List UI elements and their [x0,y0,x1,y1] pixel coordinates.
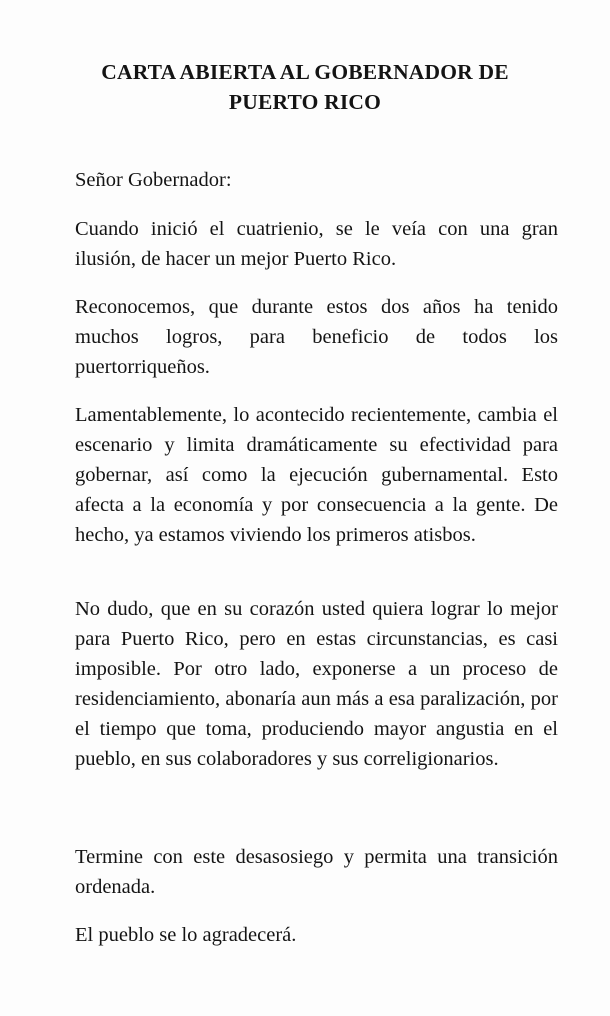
letter-closing: El pueblo se lo agradecerá. [75,924,297,946]
letter-paragraph-4: No dudo, que en su corazón usted quiera lograr lo mejor para Puerto Rico, pero en estas circunstancias, es casi imposible. Por otro lado, exponerse a un proceso de residenciamiento, abonaría aun más a esa paralización, por el tiempo que toma, produciendo mayor angustia en el pueblo, en sus colaboradores y sus correligionarios. [75,598,558,770]
letter-salutation: Señor Gobernador: [75,169,232,191]
letter-paragraph-3: Lamentablemente, lo acontecido recientemente, cambia el escenario y limita dramáticamente su efectividad para gobernar, así como la ejecución gubernamental. Esto afecta a la economía y por consecuencia a la gente. De hecho, ya estamos viviendo los primeros atisbos. [75,404,558,546]
letter-paragraph-2: Reconocemos, que durante estos dos años ha tenido muchos logros, para beneficio de todos los puertorriqueños. [75,296,558,378]
letter-paragraph-1: Cuando inició el cuatrienio, se le veía con una gran ilusión, de hacer un mejor Puerto Rico. [75,218,558,270]
letter-paragraph-5: Termine con este desasosiego y permita una transición ordenada. [75,846,558,898]
letter-title: CARTA ABIERTA AL GOBERNADOR DE PUERTO RICO [101,60,509,114]
